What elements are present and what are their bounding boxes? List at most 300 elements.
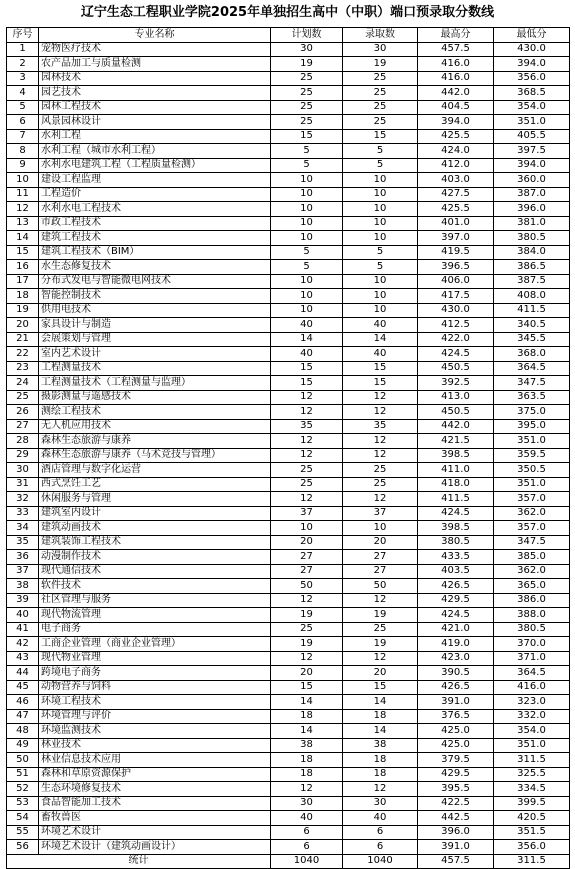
cell-index: 27 [7,419,39,434]
cell-plan-count: 20 [271,535,343,550]
cell-index: 14 [7,231,39,246]
cell-admitted-count: 10 [343,202,418,217]
cell-admitted-count: 15 [343,129,418,144]
cell-admitted-count: 25 [343,463,418,478]
cell-admitted-count: 12 [343,593,418,608]
table-row [7,231,570,246]
cell-plan-count: 10 [271,187,343,202]
table-row [7,550,570,565]
cell-plan-count: 5 [271,260,343,275]
table-row [7,216,570,231]
cell-index: 29 [7,448,39,463]
table-row [7,608,570,623]
cell-index: 39 [7,593,39,608]
table-row [7,724,570,739]
cell-min-score: 380.5 [494,231,570,246]
cell-major-name: 森林和草原资源保护 [39,767,271,782]
header-index: 序号 [7,28,39,43]
table-row [7,347,570,362]
cell-plan-count: 12 [271,434,343,449]
table-row [7,695,570,710]
cell-major-name: 现代通信技术 [39,564,271,579]
cell-min-score: 359.5 [494,448,570,463]
cell-major-name: 建筑室内设计 [39,506,271,521]
cell-index: 32 [7,492,39,507]
cell-max-score: 391.0 [418,840,494,855]
cell-index: 45 [7,680,39,695]
cell-index: 10 [7,173,39,188]
cell-index: 47 [7,709,39,724]
cell-max-score: 401.0 [418,216,494,231]
cell-min-score: 394.0 [494,57,570,72]
table-row [7,709,570,724]
cell-plan-count: 10 [271,173,343,188]
cell-admitted-count: 12 [343,492,418,507]
cell-index: 15 [7,245,39,260]
header-plan-count: 计划数 [271,28,343,43]
cell-plan-count: 27 [271,564,343,579]
cell-plan-count: 19 [271,608,343,623]
cell-plan-count: 15 [271,680,343,695]
cell-admitted-count: 14 [343,332,418,347]
cell-index: 52 [7,782,39,797]
cell-major-name: 环境监测技术 [39,724,271,739]
cell-plan-count: 50 [271,579,343,594]
cell-min-score: 351.0 [494,115,570,130]
cell-admitted-count: 25 [343,622,418,637]
cell-index: 20 [7,318,39,333]
total-plan-count: 1040 [271,854,343,869]
admission-score-table [6,27,570,869]
cell-major-name: 宠物医疗技术 [39,42,271,57]
cell-min-score: 380.5 [494,622,570,637]
cell-major-name: 建筑装饰工程技术 [39,535,271,550]
cell-index: 41 [7,622,39,637]
cell-plan-count: 25 [271,115,343,130]
cell-min-score: 311.5 [494,753,570,768]
cell-major-name: 智能控制技术 [39,289,271,304]
cell-min-score: 354.0 [494,724,570,739]
cell-min-score: 365.0 [494,579,570,594]
cell-min-score: 360.0 [494,173,570,188]
cell-major-name: 工程造价 [39,187,271,202]
cell-major-name: 测绘工程技术 [39,405,271,420]
cell-min-score: 397.5 [494,144,570,159]
cell-major-name: 工程测量技术（工程测量与监理） [39,376,271,391]
table-row [7,100,570,115]
cell-plan-count: 38 [271,738,343,753]
cell-plan-count: 5 [271,158,343,173]
cell-admitted-count: 25 [343,86,418,101]
cell-max-score: 423.0 [418,651,494,666]
cell-major-name: 建筑工程技术（BIM） [39,245,271,260]
cell-min-score: 370.0 [494,637,570,652]
cell-index: 17 [7,274,39,289]
cell-admitted-count: 15 [343,680,418,695]
cell-admitted-count: 18 [343,753,418,768]
cell-max-score: 422.5 [418,796,494,811]
cell-admitted-count: 27 [343,550,418,565]
cell-major-name: 建设工程监理 [39,173,271,188]
cell-max-score: 416.0 [418,57,494,72]
cell-admitted-count: 18 [343,709,418,724]
cell-max-score: 422.0 [418,332,494,347]
cell-major-name: 农产品加工与质量检测 [39,57,271,72]
cell-index: 53 [7,796,39,811]
cell-min-score: 323.0 [494,695,570,710]
cell-major-name: 电子商务 [39,622,271,637]
cell-index: 24 [7,376,39,391]
cell-index: 26 [7,405,39,420]
cell-major-name: 林业信息技术应用 [39,753,271,768]
cell-min-score: 420.5 [494,811,570,826]
cell-plan-count: 15 [271,361,343,376]
cell-major-name: 跨境电子商务 [39,666,271,681]
cell-major-name: 社区管理与服务 [39,593,271,608]
table-row [7,274,570,289]
cell-min-score: 357.0 [494,521,570,536]
cell-index: 55 [7,825,39,840]
cell-plan-count: 10 [271,289,343,304]
cell-major-name: 水利工程 [39,129,271,144]
cell-max-score: 424.5 [418,347,494,362]
table-row [7,260,570,275]
cell-max-score: 394.0 [418,115,494,130]
header-min-score: 最低分 [494,28,570,43]
cell-admitted-count: 19 [343,57,418,72]
table-row [7,463,570,478]
cell-max-score: 429.5 [418,593,494,608]
cell-index: 3 [7,71,39,86]
table-row [7,564,570,579]
cell-min-score: 371.0 [494,651,570,666]
cell-major-name: 动物营养与饲料 [39,680,271,695]
cell-max-score: 416.0 [418,71,494,86]
table-row [7,405,570,420]
cell-min-score: 362.0 [494,564,570,579]
table-row [7,811,570,826]
cell-admitted-count: 20 [343,666,418,681]
cell-plan-count: 15 [271,129,343,144]
cell-min-score: 395.0 [494,419,570,434]
cell-major-name: 风景园林设计 [39,115,271,130]
table-row [7,738,570,753]
table-row [7,680,570,695]
cell-max-score: 430.0 [418,303,494,318]
cell-max-score: 442.0 [418,419,494,434]
cell-max-score: 425.5 [418,129,494,144]
cell-max-score: 457.5 [418,42,494,57]
cell-admitted-count: 6 [343,825,418,840]
cell-major-name: 室内艺术设计 [39,347,271,362]
cell-admitted-count: 10 [343,231,418,246]
cell-min-score: 368.5 [494,86,570,101]
table-row [7,390,570,405]
table-row [7,158,570,173]
table-row [7,289,570,304]
cell-index: 6 [7,115,39,130]
cell-max-score: 404.5 [418,100,494,115]
cell-major-name: 森林生态旅游与康养 [39,434,271,449]
cell-admitted-count: 5 [343,144,418,159]
cell-admitted-count: 19 [343,637,418,652]
cell-min-score: 405.5 [494,129,570,144]
cell-major-name: 环境艺术设计（建筑动画设计） [39,840,271,855]
cell-plan-count: 35 [271,419,343,434]
cell-major-name: 市政工程技术 [39,216,271,231]
table-row [7,434,570,449]
cell-plan-count: 10 [271,231,343,246]
cell-plan-count: 10 [271,274,343,289]
cell-admitted-count: 5 [343,245,418,260]
cell-min-score: 351.0 [494,434,570,449]
page-title: 辽宁生态工程职业学院2025年单独招生高中（中职）端口预录取分数线 [80,5,495,20]
cell-admitted-count: 40 [343,347,418,362]
cell-plan-count: 25 [271,100,343,115]
cell-max-score: 406.0 [418,274,494,289]
cell-max-score: 396.0 [418,825,494,840]
cell-admitted-count: 12 [343,651,418,666]
cell-plan-count: 37 [271,506,343,521]
cell-plan-count: 27 [271,550,343,565]
cell-min-score: 325.5 [494,767,570,782]
cell-admitted-count: 27 [343,564,418,579]
cell-max-score: 424.0 [418,144,494,159]
cell-admitted-count: 12 [343,405,418,420]
cell-plan-count: 40 [271,811,343,826]
cell-major-name: 无人机应用技术 [39,419,271,434]
cell-index: 23 [7,361,39,376]
cell-admitted-count: 25 [343,71,418,86]
cell-max-score: 396.5 [418,260,494,275]
table-row [7,318,570,333]
cell-max-score: 398.5 [418,448,494,463]
cell-max-score: 425.0 [418,738,494,753]
cell-index: 8 [7,144,39,159]
table-row [7,187,570,202]
cell-plan-count: 25 [271,463,343,478]
cell-min-score: 381.0 [494,216,570,231]
cell-max-score: 411.0 [418,463,494,478]
cell-index: 42 [7,637,39,652]
cell-plan-count: 40 [271,318,343,333]
cell-max-score: 442.5 [418,811,494,826]
cell-admitted-count: 40 [343,811,418,826]
cell-index: 11 [7,187,39,202]
table-row [7,245,570,260]
cell-major-name: 环境艺术设计 [39,825,271,840]
cell-max-score: 450.5 [418,405,494,420]
cell-plan-count: 12 [271,782,343,797]
cell-index: 40 [7,608,39,623]
cell-max-score: 429.5 [418,767,494,782]
cell-index: 4 [7,86,39,101]
cell-max-score: 412.5 [418,318,494,333]
cell-major-name: 工程测量技术 [39,361,271,376]
cell-min-score: 386.0 [494,593,570,608]
table-row [7,361,570,376]
table-row [7,637,570,652]
cell-admitted-count: 35 [343,419,418,434]
table-row [7,115,570,130]
cell-max-score: 424.5 [418,506,494,521]
cell-major-name: 会展策划与管理 [39,332,271,347]
cell-max-score: 413.0 [418,390,494,405]
table-row [7,825,570,840]
cell-admitted-count: 15 [343,361,418,376]
cell-min-score: 394.0 [494,158,570,173]
cell-index: 13 [7,216,39,231]
cell-max-score: 380.5 [418,535,494,550]
table-row [7,57,570,72]
table-row [7,666,570,681]
cell-min-score: 356.0 [494,71,570,86]
cell-max-score: 442.0 [418,86,494,101]
cell-index: 48 [7,724,39,739]
cell-plan-count: 18 [271,753,343,768]
cell-major-name: 工商企业管理（商业企业管理） [39,637,271,652]
cell-index: 37 [7,564,39,579]
table-row [7,202,570,217]
cell-major-name: 水利水电建筑工程（工程质量检测） [39,158,271,173]
cell-admitted-count: 10 [343,187,418,202]
total-min-score: 311.5 [494,854,570,869]
cell-admitted-count: 25 [343,477,418,492]
cell-max-score: 395.5 [418,782,494,797]
cell-index: 36 [7,550,39,565]
cell-index: 35 [7,535,39,550]
cell-admitted-count: 19 [343,608,418,623]
cell-index: 31 [7,477,39,492]
cell-index: 7 [7,129,39,144]
cell-major-name: 现代物流管理 [39,608,271,623]
cell-min-score: 363.5 [494,390,570,405]
cell-index: 22 [7,347,39,362]
cell-plan-count: 20 [271,666,343,681]
cell-min-score: 354.0 [494,100,570,115]
cell-min-score: 387.5 [494,274,570,289]
cell-index: 30 [7,463,39,478]
cell-min-score: 375.0 [494,405,570,420]
cell-max-score: 426.5 [418,579,494,594]
cell-index: 18 [7,289,39,304]
cell-plan-count: 14 [271,332,343,347]
cell-major-name: 酒店管理与数字化运营 [39,463,271,478]
cell-min-score: 385.0 [494,550,570,565]
cell-index: 56 [7,840,39,855]
cell-plan-count: 6 [271,840,343,855]
cell-plan-count: 25 [271,86,343,101]
cell-index: 43 [7,651,39,666]
cell-major-name: 西式烹饪工艺 [39,477,271,492]
cell-plan-count: 25 [271,71,343,86]
cell-admitted-count: 12 [343,448,418,463]
table-row [7,303,570,318]
cell-min-score: 368.0 [494,347,570,362]
cell-max-score: 433.5 [418,550,494,565]
table-row [7,753,570,768]
cell-min-score: 384.0 [494,245,570,260]
table-row [7,492,570,507]
table-row [7,173,570,188]
cell-index: 46 [7,695,39,710]
cell-major-name: 畜牧兽医 [39,811,271,826]
table-row [7,506,570,521]
cell-major-name: 水利水电工程技术 [39,202,271,217]
cell-max-score: 425.0 [418,724,494,739]
table-header-row [7,28,570,43]
cell-admitted-count: 5 [343,260,418,275]
cell-min-score: 347.5 [494,376,570,391]
table-row [7,144,570,159]
cell-admitted-count: 5 [343,158,418,173]
cell-min-score: 350.5 [494,463,570,478]
cell-index: 9 [7,158,39,173]
cell-index: 44 [7,666,39,681]
cell-max-score: 403.0 [418,173,494,188]
cell-max-score: 411.5 [418,492,494,507]
cell-min-score: 364.5 [494,361,570,376]
cell-major-name: 环境工程技术 [39,695,271,710]
cell-plan-count: 14 [271,724,343,739]
cell-major-name: 动漫制作技术 [39,550,271,565]
cell-index: 1 [7,42,39,57]
cell-index: 28 [7,434,39,449]
cell-plan-count: 15 [271,376,343,391]
cell-index: 19 [7,303,39,318]
cell-admitted-count: 10 [343,274,418,289]
cell-major-name: 建筑工程技术 [39,231,271,246]
cell-admitted-count: 6 [343,840,418,855]
cell-admitted-count: 40 [343,318,418,333]
cell-index: 33 [7,506,39,521]
table-row [7,42,570,57]
cell-major-name: 水生态修复技术 [39,260,271,275]
cell-index: 12 [7,202,39,217]
cell-plan-count: 12 [271,492,343,507]
cell-admitted-count: 12 [343,782,418,797]
table-row [7,535,570,550]
cell-min-score: 351.0 [494,738,570,753]
table-row [7,521,570,536]
table-row [7,782,570,797]
cell-major-name: 园林工程技术 [39,100,271,115]
cell-max-score: 419.5 [418,245,494,260]
cell-index: 49 [7,738,39,753]
cell-plan-count: 14 [271,695,343,710]
cell-min-score: 416.0 [494,680,570,695]
table-total-row [7,854,570,869]
table-row [7,129,570,144]
cell-plan-count: 12 [271,405,343,420]
cell-plan-count: 6 [271,825,343,840]
cell-plan-count: 18 [271,767,343,782]
cell-major-name: 家具设计与制造 [39,318,271,333]
cell-plan-count: 18 [271,709,343,724]
cell-admitted-count: 10 [343,521,418,536]
cell-index: 51 [7,767,39,782]
cell-major-name: 食品智能加工技术 [39,796,271,811]
cell-min-score: 345.5 [494,332,570,347]
cell-min-score: 388.0 [494,608,570,623]
cell-plan-count: 30 [271,42,343,57]
cell-max-score: 391.0 [418,695,494,710]
cell-major-name: 园艺技术 [39,86,271,101]
cell-admitted-count: 37 [343,506,418,521]
cell-min-score: 334.5 [494,782,570,797]
cell-major-name: 建筑动画技术 [39,521,271,536]
cell-admitted-count: 25 [343,100,418,115]
